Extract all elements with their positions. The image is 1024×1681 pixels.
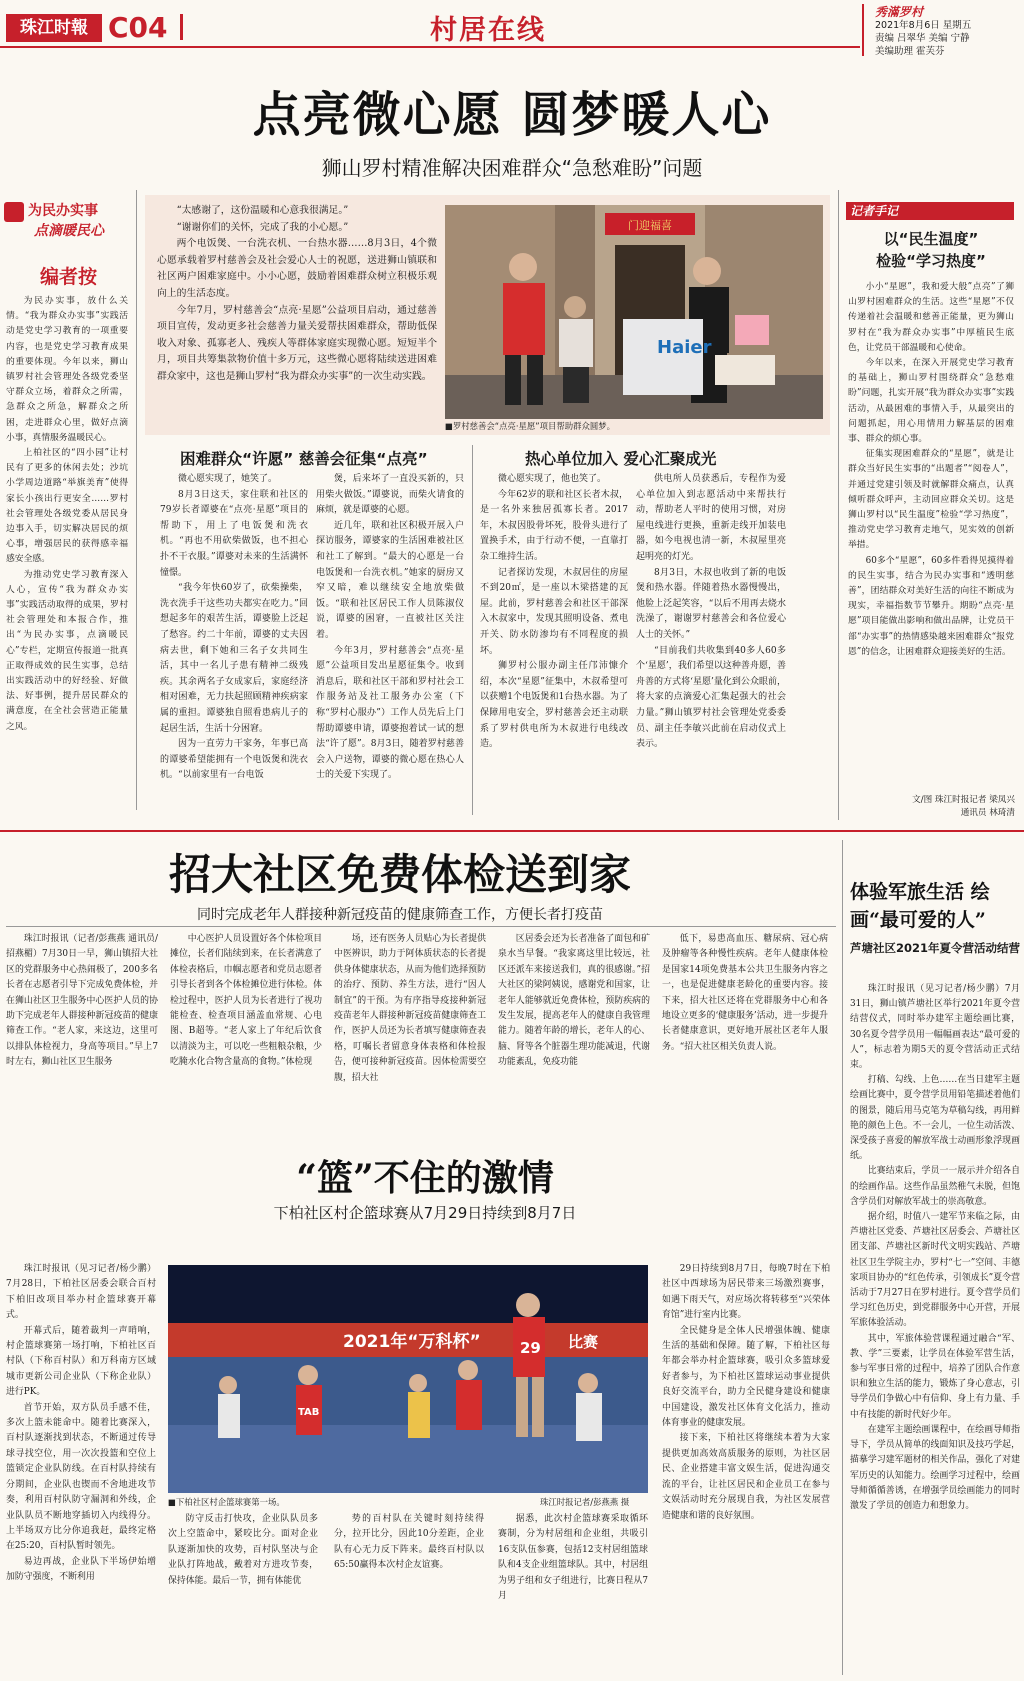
body-para: 比赛结束后，学员一一展示并介绍各自的绘画作品。这些作品虽然稚气未脱，但饱含学员们对解放军战士的崇高敬意。: [850, 1166, 1020, 1207]
body-para: 中心医护人员设置好各个体检项目摊位，长者们陆续到来，在长者满意了体检表格后，巾帼志愿者和党员志愿者引导长者到各个体检摊位进行体检。体检过程中，医护人员为长者进行了视功能检查、检查项目涵盖血常规、心电图、B超等。“老人家上了年纪后饮食以清淡为主，可以吃一些粗粮杂粮，少吃腌水化合物含量高的食物。”体检现: [170, 934, 322, 1068]
column-brand: 秀滿罗村: [875, 5, 924, 19]
lead-para: 今年7月，罗村慈善会“点亮·星愿”公益项目启动，通过慈善项目宣传，发动更多社会慈善力量关爱帮扶困难群众，帮助低保收入对象、孤寡老人、残疾人等群体家庭实现微心愿。短短半个月，项目共筹集款物价值十多万元，这些微心愿将陆续送进困难群众家中，这也是狮山罗村“我为群众办实事”的一次生动实践。: [157, 304, 437, 382]
column-rule: [472, 445, 473, 815]
body-para: 易边再战，企业队下半场伊始增加防守强度，不断利用: [6, 1556, 156, 1583]
story2-col4: [498, 932, 650, 1071]
body-para: 29日持续到8月7日，每晚7时在下柏社区中西球场为居民带来三场激烈赛事，如遇下雨天气，对应场次将转移至“兴荣体育馆”进行室内比赛。: [662, 1264, 830, 1321]
body-para: “目前我们共收集到40多人60多个‘星愿’，我们希望以这种善舟愿，善舟善的方式将‘星愿’量化到公众眼前，将大家的点滴爱心汇集起强大的社会力量。”狮山镇罗村社会管理处党委委员、副主任李敏兴此前在启动仪式上表示。: [636, 645, 786, 750]
body-para: 微心愿实现了，他也笑了。: [498, 474, 607, 484]
notes-para: 60多个“星愿”，60多件看得见摸得着的民生实事，结合为民办实事和“透明慈善”，团结群众对美好生活的向往不断成为现实，幸福指数节节攀升。期盼“点亮·星愿”项目能做出影响和做出品牌，让党员干部“办实事”的热情感染越来困难群众“报党恩”的信念，让困难群众迎接美好的生活。: [848, 555, 1014, 657]
body-para: 据悉，此次村企篮球赛采取循环赛制，分为村居组和企业组，共吸引16支队伍参赛，包括12支村居组篮球队和4支企业组篮球队。其中，村居组为男子组和女子组进行，比赛日程从7月: [498, 1514, 648, 1602]
banner-text-2: 比赛: [568, 1333, 599, 1351]
appliance-brand: Haier: [657, 337, 712, 358]
basketball-credit: 珠江时报记者/彭燕燕 摄: [540, 1497, 630, 1507]
journalist-notes-title-line: 检验“学习热度”: [876, 252, 986, 270]
lead-box: [145, 195, 830, 435]
story2-rule: [6, 926, 836, 927]
section-divider: [0, 830, 1024, 832]
story1-byline: [870, 794, 1015, 820]
journalist-notes-tag: 记者手记: [846, 202, 1014, 220]
body-para: 供电所人员获悉后，专程作为爱心单位加入到志愿活动中来帮扶行动，帮助老人平时的使用习惯，对房屋电线进行更换，重新走线开加装电器，如今电视也清一新，木叔屋里亮起明亮的灯光。: [636, 474, 786, 562]
journalist-notes-title: [846, 228, 1016, 272]
story2-col1: [6, 932, 158, 1071]
body-para: 打稿、勾线、上色……在当日建军主题绘画比赛中，夏令营学员用铅笔描述着他们的图景，随后用马克笔为草稿勾线，再用鲜艳的颜色上色。不一会儿，一位生动活泼、深受孩子喜爱的解放军战士动画形象浮现画纸。: [850, 1075, 1020, 1162]
charity-photo: [445, 205, 823, 419]
body-para: 8月3日，木叔也收到了新的电饭煲和热水器。伴随着热水器慢慢出，他脸上泛起笑容，“以后不用再去烧水洗澡了，谢谢罗村慈善会和各位爱心人士的关怀。”: [636, 567, 786, 640]
story1-subhead: 狮山罗村精准解决困难群众“急愁难盼”问题: [321, 156, 703, 180]
body-para: 珠江时报讯（记者/彭燕燕 通讯员/招燕楣）7月30日一早，狮山镇招大社区的党群服务中心热闹极了，200多名长者在志愿者引导下完成免费体检，并在狮山社区卫生服务中心医护人员的协助下完成老年人群接种新冠疫苗的健康筛查工作。“老人家，来这边，这里可以排队体检视力，身高等项目。”早上7时左右，狮山社区卫生服务: [6, 934, 158, 1068]
column-rule: [136, 190, 137, 810]
story4-bottom-col2: [334, 1512, 484, 1574]
column-logo-line2: 点滴暖民心: [34, 223, 104, 239]
story1-col2: [316, 472, 464, 784]
body-para: 因为一直劳力干家务，年事已高的谭婆希望能拥有一个电饭煲和洗衣机。“以前家里有一台电饭: [160, 739, 308, 781]
section-name: 村居在线: [430, 15, 546, 46]
story4-right-col: [662, 1262, 830, 1524]
masthead-divider-right: [862, 4, 864, 56]
body-para: 记者探访发现，木叔居住的房屋不到20㎡，是一座以木梁搭建的瓦屋。此前，罗村慈善会和社区干部深入木叔家中，发现其照明设备、煮电开关、防水防渗均有不同程度的损坏。: [480, 567, 628, 656]
column-rule: [842, 840, 843, 1675]
story4-headline: “篮”不住的激情: [296, 1157, 554, 1199]
lead-para: “太感谢了，这份温暖和心意我很满足。”: [176, 205, 349, 216]
body-para: 珠江时报讯（见习记者/杨少鹏）7月31日，狮山镇芦塘社区举行2021年夏令营结营仪式，同时举办建军主题绘画比赛，30名夏令营学员用一幅幅画表达“最可爱的人”，标志着为期5天的夏令营活动正式结束。: [850, 984, 1020, 1071]
jersey-number-2: TAB: [298, 1407, 320, 1418]
notes-para: 征集实现困难群众的“星愿”，就是让群众当好民生实事的“出题者”“阅卷人”，并通过党建引领及时就解群众痛点，认真倾听群众呼声，主动回应群众关切。这是狮山罗村以“民生温度”检验“学习热度”，推动党史学习教育走地气，见实效的创新举措。: [848, 449, 1014, 551]
body-para: 在建军主题绘画课程中，在绘画导师指导下，学员从简单的线面知识及技巧学起，描摹学习建军题材的相关作品，强化了对建军历史的认知能力。绘画学习过程中，绘画导师循循善诱，在增强学员绘画能力的同时激发了学员的创造力和想象力。: [850, 1424, 1020, 1511]
body-para: 珠江时报讯（见习记者/杨少鹏）7月28日，下柏社区居委会联合百村下柏旧改项目举办村企篮球赛开幕式。: [6, 1264, 156, 1321]
editor-note-para: 为推动党史学习教育深入人心，宣传“我为群众办实事”实践活动取得的成果，罗村社会管理处和本报合作，推出“为民办实事，点滴暖民心”专栏，定期宣传报道一批真正取得成效的民生实事，总结出实践活动中的好经验、好做法、好事例，提升居民群众的满意度，在全社会营造正能量之风。: [6, 569, 128, 732]
editor-note-body: [6, 294, 128, 735]
body-para: 近几年，联和社区积极开展入户探访服务，谭婆家的生活困难被社区和社工了解到。“最大的心愿是一台电饭煲和一台洗衣机。”她家的厨房又窄又暗，难以继续安全地放柴做饭。“联和社区居民工作人员陈淑仪说，谭婆的困窘，一直被社区关注着。: [316, 520, 464, 640]
charity-photo-art: [445, 205, 823, 419]
story4-subhead: 下柏社区村企篮球赛从7月29日持续到8月7日: [273, 1204, 577, 1222]
story1-col3: [480, 472, 628, 753]
body-para: 开幕式后，随着裁判一声哨响，村企篮球赛第一场打响，下柏社区百村队（下称百村队）和万科南方区域城市更新公司企业队（下称企业队）进行PK。: [6, 1325, 156, 1398]
body-para: 8月3日这天，家住联和社区的79岁长者谭婆在“点亮·星愿”项目的帮助下，用上了电饭煲和洗衣机。“再也不用砍柴做饭，也不担心扑不干衣服。”谭婆对未来的生活满怀憧憬。: [160, 489, 308, 578]
column-rule: [838, 190, 839, 820]
body-para: 狮罗村公服办副主任邝沛慷介绍，本次“星愿”征集中，木叔希望可以获赠1个电饭煲和1台热水器。为了保障用电安全，罗村慈善会还主动联系了罗村供电所为木叔进行电线改造。: [480, 661, 628, 750]
editor-credit: 责编 吕翠华 美编 宁静: [875, 33, 970, 44]
story4-bottom-col1: [168, 1512, 318, 1589]
masthead-info: [875, 6, 1020, 58]
story3-body: [850, 982, 1020, 1514]
body-para: 微心愿实现了，她笑了。: [178, 474, 278, 484]
story2-headline: 招大社区免费体检送到家: [168, 850, 631, 899]
body-para: 势的百村队在关键时刻持续得分，拉开比分，因此10分差距，企业队有心无力反下阵来。最终百村队以65:50赢得本次村企友谊赛。: [334, 1514, 484, 1571]
body-para: 防守反击打快攻，企业队队员多次上空篮命中，紧咬比分。面对企业队逐渐加快的攻势，百村队坚决与企业队打阵地战，戴着对方进攻节奏，保持体能。最后一节，拥有体能优: [168, 1514, 318, 1586]
masthead-rule: [0, 46, 860, 48]
body-para: 今年3月，罗村慈善会“点亮·星愿”公益项目发出星愿征集令。收到消息后，联和社区干部和罗村社会工作服务站及社工服务办公室（下称“罗村心服办”）工作人员先后上门帮助谭婆申请，谭婆抱着试一试的想法“许了愿”。8月3日，随着罗村慈善会入户送物，谭婆的微心愿在热心人士的关爱下实现了。: [316, 645, 464, 781]
story3-headline: 体验军旅生活 绘画“最可爱的人”: [850, 881, 990, 931]
body-para: 接下来，下柏社区将继续本着为大家提供更加高效高质服务的原则，为社区居民、企业搭建丰富文娱生活，促进沟通交流的平台，让社区居民和企业员工在参与文娱活动时充分展现自我，为社区发展营造健康和谐的良好氛围。: [662, 1433, 830, 1521]
body-para: 场，还有医务人员贴心为长者提供中医辨识，助力于阿体质状态的长者提供身体健康状态，从而为他们选择预防的治疗、预防、养生方法，进行“因人制宜”的干预。为有序指导疫接种新冠疫苗老年人群接种新冠疫苗健康筛查工作，医护人员还为长者填写健康筛查表格，叮嘱长者留意身体表格和体检报告，便可接种新冠疫苗。因体检需要空腹，招大社: [334, 934, 486, 1083]
notes-para: 小小“星愿”，我和爱大般”点亮”了狮山罗村困难群众的生活。这些“星愿”不仅传递着社会温暖和慈善正能量，更为狮山罗村在“我为群众办实事”中厚植民生底色，让党员干部温暖和心使命。: [848, 282, 1014, 353]
body-para: 全民健身是全体人民增强体魄、健康生活的基础和保障。随了解，下柏社区每年都会举办村企篮球赛，吸引众多篮球爱好者参与，为下柏社区篮球运动事业提供良好交流平台，助力全民健身建设和健康中国建设，激发社区体育文化活力，推动体育事业的健康发展。: [662, 1325, 830, 1429]
story2-col2: [170, 932, 322, 1071]
body-para: 据介绍，时值八一建军节来临之际，由芦塘社区党委、芦塘社区居委会、芦塘社区团支部、芦塘社区新时代文明实践站、芦塘社区卫生学院主办，罗村“七一”空间、丰德家项目协办的“红色传承，引领成长”夏令营活动于7月27日在罗村进行。夏令营学员们学习红色历史，到党群服务中心开营，开展军旅体验活动。: [850, 1212, 1020, 1329]
basketball-photo: [168, 1265, 648, 1493]
story4-bottom-col3: [498, 1512, 648, 1604]
lead-para: 两个电饭煲、一台洗衣机、一台热水器……8月3日，4个微心愿承载着罗村慈善会及社会爱心人士的祝愿，送进狮山镇联和社区两户困难家庭中。小小心愿，鼓励着困难群众树立积极乐观向上的生活态度。: [157, 238, 437, 299]
page-number: C04: [108, 11, 168, 44]
story3-subhead: 芦塘社区2021年夏令营活动结营: [850, 941, 1021, 955]
story2-col3: [334, 932, 486, 1086]
body-para: 首节开始，双方队员手感不佳，多次上篮未能命中。随着比赛深入，百村队逐渐找到状态，不断通过传导球寻找空位，用一次次投篮和空位上篮锁定企业队防线。在百村队持续有分期间，企业队也锲而不舍地进攻节奏，利用百村队防守漏洞和外线，企业队队员不断地穿插切入内线得分。上半场双方比分你追我赶，最终定格在25:20，百村队暂时领先。: [6, 1402, 156, 1552]
story4-left-col: [6, 1262, 156, 1586]
body-para: 区居委会还为长者准备了面包和矿泉水当早餐。“我家离这里比较远，社区还派车来接送我们，真的很感谢。”招大社区的梁阿姨说，感谢党和国家，让老年人能够就近免费体检，预防疾病的发生发展，提高老年人的健康自我管理能力。随着年龄的增长，老年人的心、脑、肾等各个脏器生理功能减退，代谢功能紊乱，免疫功能: [498, 934, 650, 1068]
heart-icon: [4, 202, 24, 222]
masthead-divider: [180, 14, 183, 40]
story1-col1: [160, 472, 308, 784]
newspaper-logo: 珠江时報: [6, 14, 102, 42]
notes-para: 今年以来，在深入开展党史学习教育的基础上，狮山罗村围绕群众“急愁难盼”问题，扎实开展“我为群众办实事”实践活动，从最困难的事情入手，从最突出的问题抓起，用心用情用力解基层的困难事、群众的烦心事。: [848, 358, 1014, 445]
story2-subhead: 同时完成老年人群接种新冠疫苗的健康筛查工作，方便长者打疫苗: [197, 907, 603, 923]
story1-headline: 点亮微心愿 圆梦暖人心: [252, 87, 772, 143]
photo-caption: ■罗村慈善会“点亮·星愿”项目帮助群众圆梦。: [445, 421, 616, 431]
editor-note-title: 编者按: [40, 266, 98, 288]
body-para: 其中，军旅体验营课程通过融合“军、教、学”三要素，让学员在体验军营生活，参与军事日常的过程中，培养了团队合作意识和独立生活的能力，锻炼了身心意志，引导学员们争做心中有信仰、身上有力量、手中有技能的新时代好少年。: [850, 1333, 1020, 1420]
lead-text: [157, 203, 437, 386]
masthead: [0, 0, 1024, 58]
column-logo: [4, 196, 134, 250]
door-sign: 门迎福喜: [628, 219, 672, 232]
banner-text: 2021年“万科杯”: [343, 1332, 481, 1352]
issue-date: 2021年8月6日 星期五: [875, 20, 972, 31]
column-logo-line1: 为民办实事: [28, 203, 98, 219]
body-para: 低下，易患高血压、糖尿病、冠心病及肿瘤等各种慢性疾病。老年人健康体检是国家14项免费基本公共卫生服务内容之一，也是促进健康老龄化的重要内容。接下来，招大社区还将在党群服务中心和各地设立更多的‘健康服务’活动，进一步提升长者健康意识，更好地开展社区老年人服务。“招大社区相关负责人说。: [662, 934, 828, 1052]
jersey-number: 29: [520, 1339, 541, 1357]
story1-section1-title: 困难群众“许愿” 慈善会征集“点亮”: [180, 450, 428, 468]
body-para: 煲，后来坏了一直没买新的，只用柴火做饭。”谭婆说，而柴火请食的麻烦，就是谭婆的心愿。: [316, 474, 464, 516]
byline-line: 通讯员 林琦清: [960, 808, 1015, 818]
editor-note-para: 上柏社区的“四小园”让村民有了更多的休闲去处；沙坑小学周边道路“举旗美育”使得家长小孩出行更安全……罗村社会管理处各级党委从居民身边事入手，切实解决居民的烦心事，增强居民的获得感幸福感安全感。: [6, 448, 128, 565]
assistant-credit: 美编助理 霍芙芬: [875, 46, 945, 57]
basketball-photo-art: [168, 1265, 648, 1493]
story2-col5: [662, 932, 828, 1055]
editor-note-para: 为民办实事，放什么关情。“我为群众办实事”实践活动是党史学习教育的一项重要内容，也是党史学习教育成果的重要体现。今年以来，狮山镇罗村社会管理处各级党委坚守群众立场，着群众之所需，急群众之所急，解群众之所困，走进群众心里，做好点滴小事，真情服务温暖民心。: [6, 296, 128, 443]
story1-section2-title: 热心单位加入 爱心汇聚成光: [525, 450, 717, 468]
body-para: 今年62岁的联和社区长者木叔，是一名外来独居孤寡长者。2017年，木叔因股骨坏死，股骨头进行了置换手术，由于行动不便，一直靠打杂工维持生活。: [480, 489, 628, 562]
byline-line: 文/图 珠江时报记者 梁凤兴: [912, 795, 1015, 805]
body-para: “我今年快60岁了，砍柴操柴，洗衣洗手干这些功夫都实在吃力。”回想起多年的艰苦生活，谭婆脸上泛起了愁容。约二十年前，谭婆的丈夫因病去世，剩下她和三名子女共同生活，其中一名儿子患有精神二级残疾。其余两名子女成家后，家庭经济相对困难，无力扶起照顾精神疾病家属的重担。谭婆独自照看患病儿子的起居生活，生活十分困窘。: [160, 583, 308, 734]
story1-col4: [636, 472, 786, 753]
basketball-caption: ■下柏社区村企篮球赛第一场。: [168, 1497, 285, 1507]
journalist-notes-title-line: 以“民生温度”: [883, 230, 979, 248]
journalist-notes-body: [848, 280, 1014, 660]
lead-para: “谢谢你们的关怀，完成了我的小心愿。”: [176, 221, 349, 233]
